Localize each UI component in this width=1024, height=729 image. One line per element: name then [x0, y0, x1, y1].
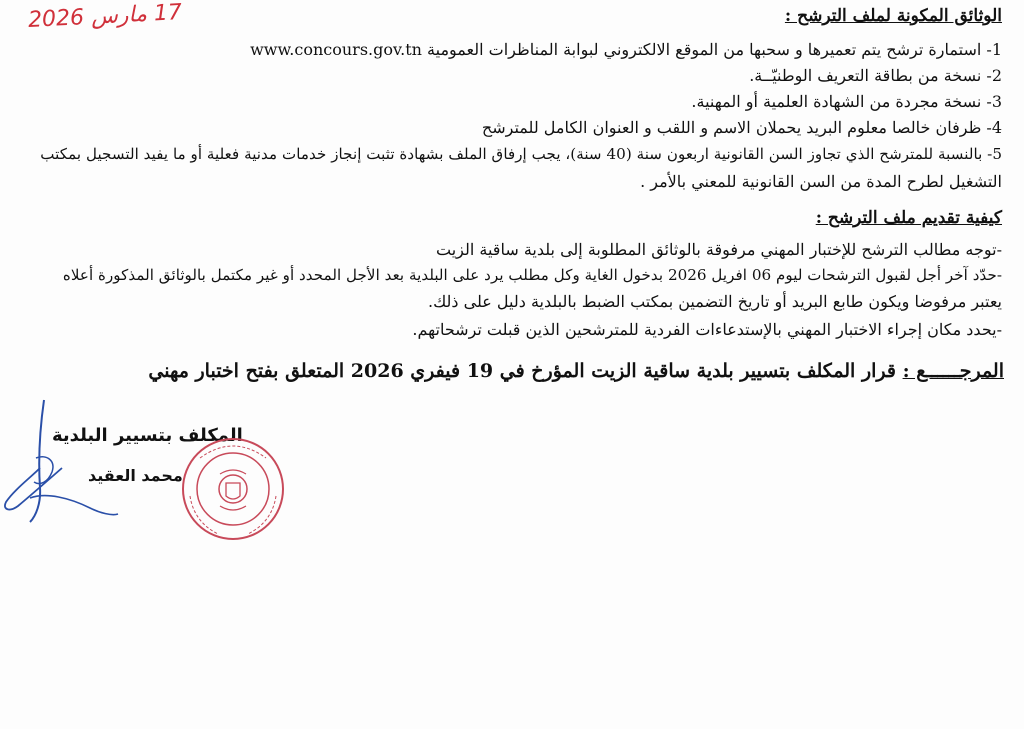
- doc-item-4: 4- ظرفان خالصا معلوم البريد يحملان الاسم و اللقب و العنوان الكامل للمترشح: [481, 118, 1002, 137]
- signatory-name: محمد العقيد: [88, 466, 183, 485]
- doc-item-5-continued: التشغيل لطرح المدة من السن القانونية للمعني بالأمر .: [640, 172, 1002, 191]
- docs-section-heading: [785, 6, 1002, 26]
- submit-section-heading: [816, 208, 1002, 228]
- doc-item-3: 3- نسخة مجردة من الشهادة العلمية أو المهنية.: [691, 92, 1002, 111]
- doc-item-1: 1- استمارة ترشح يتم تعميرها و سحبها من الموقع الالكتروني لبوابة المناظرات العمومية www.concours.gov.tn: [250, 40, 1002, 59]
- submit-line-2: -حدّد آخر أجل لقبول الترشحات ليوم 06 افريل 2026 بدخول الغاية وكل مطلب يرد على البلدية بعد الأجل المحدد أو غير مكتمل بالوثائق المذكورة أعلاه: [62, 266, 1002, 284]
- reference-text: قرار المكلف بتسيير بلدية ساقية الزيت المؤرخ في 19 فيفري 2026 المتعلق بفتح اختبار مهني: [148, 360, 903, 382]
- reference-label: المرجــــــع :: [902, 360, 1004, 382]
- submit-line-3: يعتبر مرفوضا ويكون طابع البريد أو تاريخ التضمين بمكتب الضبط بالبلدية دليل على ذلك.: [427, 292, 1002, 311]
- docs-heading: الوثائق المكونة لملف الترشح :: [784, 6, 1002, 26]
- handwritten-signature: [0, 398, 120, 528]
- submit-line-4: -يحدد مكان إجراء الاختبار المهني بالإستدعاءات الفردية للمترشحين الذين قبلت ترشحاتهم.: [412, 320, 1002, 339]
- submit-line-1: -توجه مطالب الترشح للإختبار المهني مرفوقة بالوثائق المطلوبة إلى بلدية ساقية الزيت: [436, 240, 1002, 259]
- reference-line: [148, 360, 1004, 382]
- received-date-stamp: 17 مارس 2026: [27, 0, 183, 34]
- signatory-title: المكلف بتسيير البلدية: [52, 425, 243, 446]
- submit-heading: كيفية تقديم ملف الترشح :: [815, 208, 1002, 228]
- doc-item-5: 5- بالنسبة للمترشح الذي تجاوز السن القانونية اربعون سنة (40 سنة)، يجب إرفاق الملف بشهادة تثبت إنجاز خدمات مدنية فعلية أو ما يفيد التسجيل بمكتب: [40, 145, 1002, 163]
- doc-item-2: 2- نسخة من بطاقة التعريف الوطنيّــة.: [749, 66, 1002, 85]
- official-seal: [180, 436, 286, 542]
